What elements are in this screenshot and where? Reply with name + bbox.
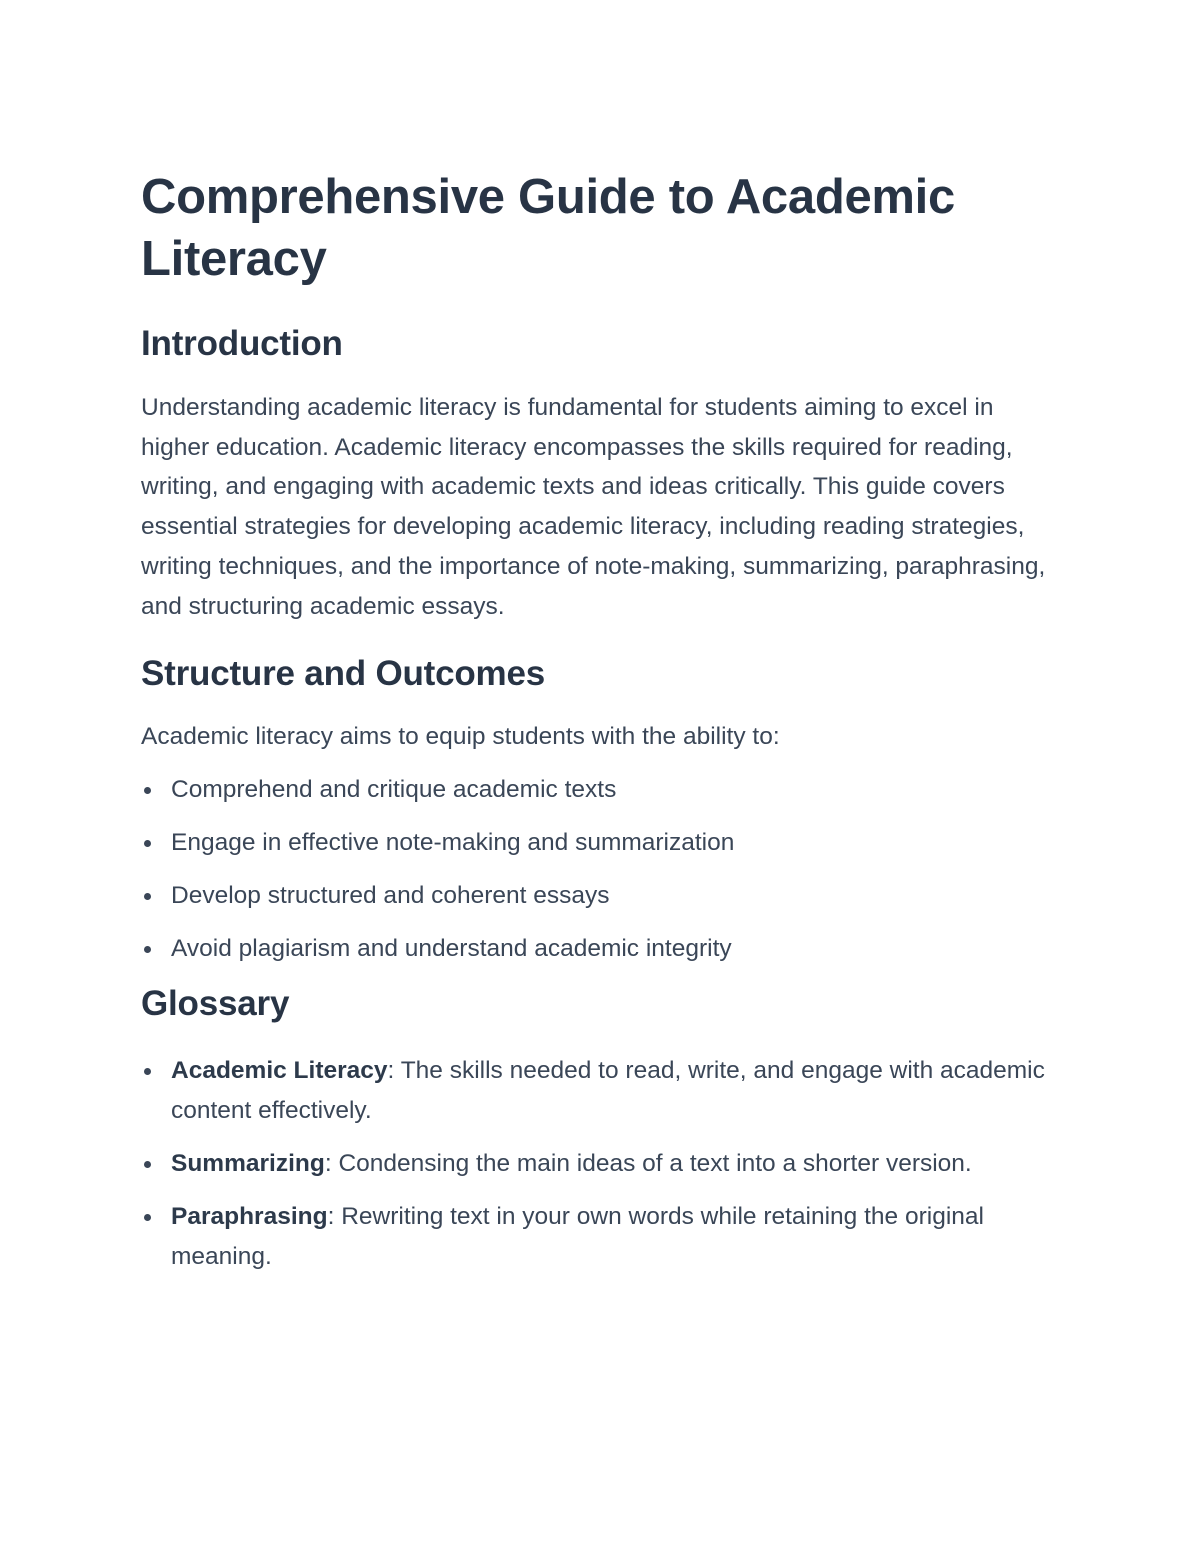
glossary-definition: : The skills needed to read, write, and engage with academic content effectively. [171,1056,1045,1124]
glossary-definition: : Condensing the main ideas of a text into a shorter version. [324,1149,972,1177]
outcomes-list [141,770,1050,969]
glossary-item [141,1144,1050,1184]
introduction-paragraph: Understanding academic literacy is fundamental for students aiming to excel in higher education. Academic literacy encompasses the skills required for reading, writing, and engaging with academic texts and ideas critically. This guide covers essential strategies for developing academic literacy, including reading strategies, writing techniques, and the importance of note-making, summarizing, paraphrasing, and structuring academic essays. [141,394,1046,620]
list-item: Develop structured and coherent essays [141,876,1050,916]
glossary-term: Academic Literacy [171,1056,388,1084]
glossary-item [141,1197,1050,1277]
list-item: Comprehend and critique academic texts [141,770,1050,810]
glossary-list [141,1051,1050,1277]
document-title: Comprehensive Guide to Academic Literacy [141,170,955,286]
glossary-definition: : Rewriting text in your own words while retaining the original meaning. [171,1202,984,1270]
glossary-item [141,1051,1050,1131]
glossary-term: Paraphrasing [171,1202,328,1230]
list-item: Avoid plagiarism and understand academic integrity [141,929,1050,969]
structure-lead: Academic literacy aims to equip students with the ability to: [141,723,780,751]
introduction-heading: Introduction [141,324,343,363]
glossary-term: Summarizing [171,1149,325,1177]
glossary-heading: Glossary [141,983,290,1023]
list-item: Engage in effective note-making and summarization [141,823,1050,863]
structure-heading: Structure and Outcomes [141,654,546,694]
